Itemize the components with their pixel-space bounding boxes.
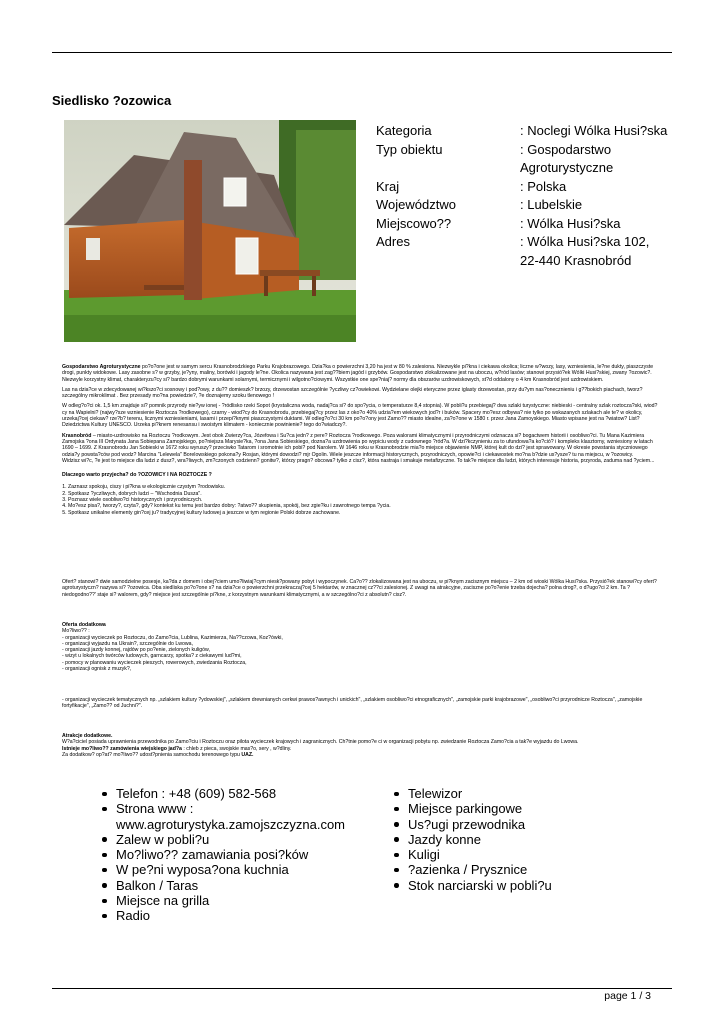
- list-item: 4. Mo?esz pisa?, tworzy?, czyta?, gdy? kontekst ku temu jest bardzo dobry: ?atwo?? skupienia, spokój, bez zgie?ku i zawrotnego tempa ?ycia.: [68, 503, 662, 509]
- amenity-item: Balkon / Taras: [96, 878, 336, 893]
- list-item: - organizacji wyjazdu na Ukrain?, szczególnie do Lwowa,: [62, 640, 193, 647]
- paragraph: W?a?ciciel posiada uprawnienia przewodnika po Zamo?ciu i Roztoczu oraz pilota wycieczek krajowych i zagranicznych. Ch?tnie pomo?e ci w organizacji pobytu np. zwiedzanie Roztocza Zamo?cia a tak?e wyjazdu do Lwowa.: [62, 739, 579, 746]
- bottom-rule: [52, 988, 672, 989]
- listing-title: Siedlisko ?ozowica: [52, 93, 172, 108]
- amenity-item: Telefon : +48 (609) 582-568: [96, 786, 336, 801]
- list-item: - pomocy w planowaniu wycieczek pieszych, rowerowych, zwiedzania Roztocza,: [62, 659, 247, 666]
- detail-row: [376, 122, 676, 141]
- detail-value: : Lubelskie: [520, 197, 583, 212]
- detail-label: Adres: [376, 234, 410, 249]
- paragraph: Las na dzia?ce w zdecydowanej wi?kszo?ci sosnowy i pod?owy, z du?? domieszk? brzozy, drzewostan szczególnie ?yczliwy cz?owiekowi. Wydzielane olejki eteryczne przez iglasty drzewostan, przy du?ym nas?onecznieniu i g??bokich piachach, tworz? szczególny mikroklimat . Bez przesady mo?na powiedzie?, ?e doznajemy szoku tlenowego !: [62, 386, 643, 400]
- list-item: 1. Zaznasz spokoju, ciszy i pi?kna w ekologicznie czystym ?rodowisku.: [68, 484, 662, 490]
- amenity-item: Radio: [96, 908, 336, 923]
- amenity-item: Telewizor: [388, 786, 628, 801]
- paragraph: Gospodarstwo Agroturystyczne po?o?one jest w samym sercu Krasnobrodzkiego Parku Krajobrazowego. Dzia?ka o powierzchni 3,20 ha jest w 80 % zalesiona. Niezwykle pi?kna i ciekawa okolica; liczne w?wozy, lasy, wzniesienia, le?ne dukty, piaszczyste drogi, punkty widokowe. Lasy zasobne s? w grzyby, je?yny, maliny, borówki i jagody le?ne. Okolica nazywana jest zag??biem jagód i grzybów. Gospodarstwo zlokalizowane jest na uboczu, w?ród lasów; stanowi przysió?ek Wólki Husi?skiej, zwany ?ozowic?. Niezwyle korzystny klimat, charakteryzu?cy si? bardzo dobrymi warunkami solarnymi, termicznymi i wilgotno?ciowymi. Wszystkie one spe?niaj? normy dla obszarów uzdrowiskowych, st?d oddalony o 4 km Krasnobród jest uzdrowiskiem.: [62, 364, 654, 383]
- paragraph: - organizacji wycieczek tematycznych np. „szlakiem kultury ?ydowskiej", „szlakiem drewnianych cerkwi prawos?awnych i unickich", „szlakiem osobliwo?ci etnograficznych", „zamojskie parki krajobrazowe", „osobliwo?ci przyrodnicze Roztocza", „zamojskie fortyfikacje", „Zamo?? od Juchni?".: [62, 697, 643, 710]
- detail-row: [376, 233, 676, 270]
- paragraph: Istnieje mo?liwo?? zamówienia wiejskiego jad?a : chleb z pieca, swojskie mas?o, sery , w?dliny.: [62, 745, 292, 752]
- detail-label: Kraj: [376, 178, 400, 194]
- section-heading: Dlaczego warto przyjecha? do ?OZOWICY I NA ROZTOCZE ?: [62, 472, 212, 479]
- amenity-item: Kuligi: [388, 847, 628, 862]
- detail-label: Miejscowo??: [376, 215, 452, 231]
- amenity-item: Miejsce na grilla: [96, 893, 336, 908]
- amenity-item: Mo?liwo?? zamawiania posi?ków: [96, 847, 336, 862]
- list-item: - wizyt u lokalnych twórców ludowych, garncarzy, spotka? z ciekawymi lud?mi,: [62, 653, 242, 660]
- list-item: - organizacji ognisk z muzyk?,: [62, 666, 132, 673]
- detail-row: [376, 141, 676, 178]
- amenity-item: ?azienka / Prysznice: [388, 862, 628, 877]
- amenity-item: Stok narciarski w pobli?u: [388, 878, 628, 893]
- detail-value: : Noclegi Wólka Husi?ska: [520, 123, 668, 138]
- detail-label: Województwo: [376, 197, 456, 212]
- amenity-item: W pe?ni wyposa?ona kuchnia: [96, 862, 336, 877]
- detail-row: [376, 178, 676, 197]
- paragraph: Za dodatkow? op?at? mo?liwo?? udost?pnienia samochodu terenowego typu UAZ.: [62, 751, 254, 758]
- paragraph: Widzisz wi?c, ?e jest to miejsce dla ludzi z dusz?, wra?liwych, zm?czonych codzienn? gonitw?, którzy pragn? obcowa? tylko z cisz?, która nastraja i smakuje metafizyczne. To tak?e miejsce dla ludzi, których interesuje historia, przyroda, zaduma nad ?yciem...: [62, 457, 655, 464]
- amenity-item: Miejsce parkingowe: [388, 801, 628, 816]
- description-block: [62, 364, 662, 516]
- paragraph: Ofert? stanowi? dwie samodzielne posesje, ka?da z domem i obej?ciem umo?liwiaj?cym niesk?powany pobyt i wypoczynek. Ca?o?? zlokalizowana jest na uboczu, w pi?knym zacisznym miejscu – 2 km od wioski Wólka Husi?ska. Przysió?ek stanowi?cy ofert? agroturystyczn? nazywa si? ?ozowica. Oba siedliska po?o?one s? na dzia?ce o powierzchni przekraczaj?cej 5 hektarów, w znacznej cz??ci zalesionej. Z uwagi na atrakcyjne, zaciszne po?o?enie trzeba dojecha? polna drog?, o d?ugo?ci 2 km. Ta ?niedogodno??' staje si? walorem, gdy? miejsce jest szczególnie pi?kne, z korzystnym warunkami klimatycznymi, a w szczególno?ci z absolutn? cisz?.: [62, 579, 657, 598]
- list-item: 2. Spotkasz ?yczliwych, dobrych ludzi – "Wschodnia Dusza".: [68, 491, 662, 497]
- top-rule: [52, 52, 672, 53]
- page-number: page 1 / 3: [604, 990, 651, 1002]
- detail-row: [376, 196, 676, 215]
- why-list: [62, 484, 662, 515]
- amenity-item: Us?ugi przewodnika: [388, 817, 628, 832]
- detail-label: Typ obiektu: [376, 141, 443, 157]
- amenities-right: [388, 786, 628, 893]
- detail-value: : Polska: [520, 178, 567, 194]
- paragraph: Krasnobród – miasto-uzdrowisko na Roztoczu ?rodkowym. Jest obok Zwierzy?ca, Józefowa i Su?ca jedn? z pere? Roztocza ?rodkowego. Poza walorami klimatycznymi i przyrodniczymi odznacza si? bogactwem historii i osobliwo?ci. Tu Mana Kazimiera Zamojska ?ona III Ordynata Jana Sobiepana Zamojskiego, po?niejsza Marysie?ka, ?ona Jana Sobieskiego, dozna?a uzdrowienia po wypiciu wody z cudownego ?ród?a. W dzi?kczynieniu za to ufundowa?a ko?ció? i kompleks klasztorny, wzniesiony w latach 1690 – 1699. Z Krasnobrodu Jan Sobieski w 1672 roku wyruszy? przeciwko Tatarom i sromotnie ich pobi? pod Narolem. W 1646 roku w Krasnobrodzie mia?o miejsce objawienie NMP, której kult do dzi? jest sprawowany. W okresie powstania styczniowego odzia?y powsta?ców pod wodz? Marcina "Lelewela" Borelowskiego pokona?y Rosjan, którymi dowodzi? mjr Ogolin. Wiele jeszcze informacji historycznych, przyrodniczych, opowie?ci i ciekawostek mo?na b?dzie us?ysze? tu na miejscu, w ?ozowicy.: [62, 432, 653, 458]
- detail-value: : Gospodarstwo Agroturystyczne: [520, 141, 614, 175]
- detail-label: Kategoria: [376, 123, 432, 138]
- detail-value: : Wólka Husi?ska: [520, 215, 621, 231]
- list-item: - organizacji wycieczek po Roztoczu, do Zamo?cia, Lublina, Kazimierza, Na??czowa, Koz?ówki,: [62, 634, 283, 641]
- amenity-item: Strona www : www.agroturystyka.zamojszczyzna.com: [96, 801, 336, 832]
- list-item: 5. Spotkasz unikalne elementy gin?cej ju? tradycyjnej kultury ludowej a jeszcze w tym regionie Polski dobrze zachowane.: [68, 510, 662, 516]
- list-item: 3. Poznasz wiele osobliwo?ci historycznych i przyrodniczych.: [68, 497, 662, 503]
- detail-row: [376, 215, 676, 234]
- list-intro: Mo?liwo?? :: [62, 628, 90, 635]
- amenity-item: Jazdy konne: [388, 832, 628, 847]
- section-heading: Atrakcje dodatkowe.: [62, 733, 113, 739]
- house-photo: [64, 120, 356, 342]
- section-heading: Oferta dodatkowa: [62, 622, 106, 628]
- attractions-block: [62, 733, 662, 758]
- extra-offer-more: [62, 697, 662, 714]
- list-item: - organizacji jazdy konnej, rajdów po po?enie, zielonych kuligów,: [62, 647, 210, 654]
- amenities-left: [96, 786, 346, 924]
- amenity-item: Zalew w pobli?u: [96, 832, 336, 847]
- offer-block: [62, 579, 662, 602]
- detail-value: : Wólka Husi?ska 102, 22-440 Krasnobród: [520, 234, 650, 268]
- extra-offer-block: [62, 622, 662, 672]
- property-details: [376, 122, 676, 270]
- paragraph: W odleg?o?ci ok. 1,5 km znajduje si? pomnik przyrody nie?yw ionej - ?ródlisko rzeki Sopot (krystaliczna woda, nadaj?ca si? do spo?ycia, o temperaturze 8,4 stopnia). W pobli?u przebiegaj? dwa szlaki turystyczne: niebieski - centralny szlak roztocza?ski, wiod?cy na Wapielni? (najwy?sze wzniesienie Roztocza ?rodkowego), czarny - wiod?cy do Krasnobrodu, przebiegaj?cy przez las z oko?o 40% udzia?em wiekowych jod?r i buków. Spacery mo?esz odbywa? nie tylko po wskazanych szlakach ale te? w okolicy, urzekaj?cej ciekaw? rze?b? terenu, licznymi wzniesieniami, lasami i przepi?knymi piaszczystymi duktami. W odleg?o?ci 30 km po?o?ony jest Zamo?? miasto idealne, za?o?one w 1580 r. przez Jana Zamoyskiego. Miasto wpisane jest na ?wiatow? List? Dziedzictwa Kultury UNESCO. Urzeka pi?knem renesansu i swoistym klimatem - koniecznie powinienie? tego do?wiadczy?.: [62, 403, 658, 429]
